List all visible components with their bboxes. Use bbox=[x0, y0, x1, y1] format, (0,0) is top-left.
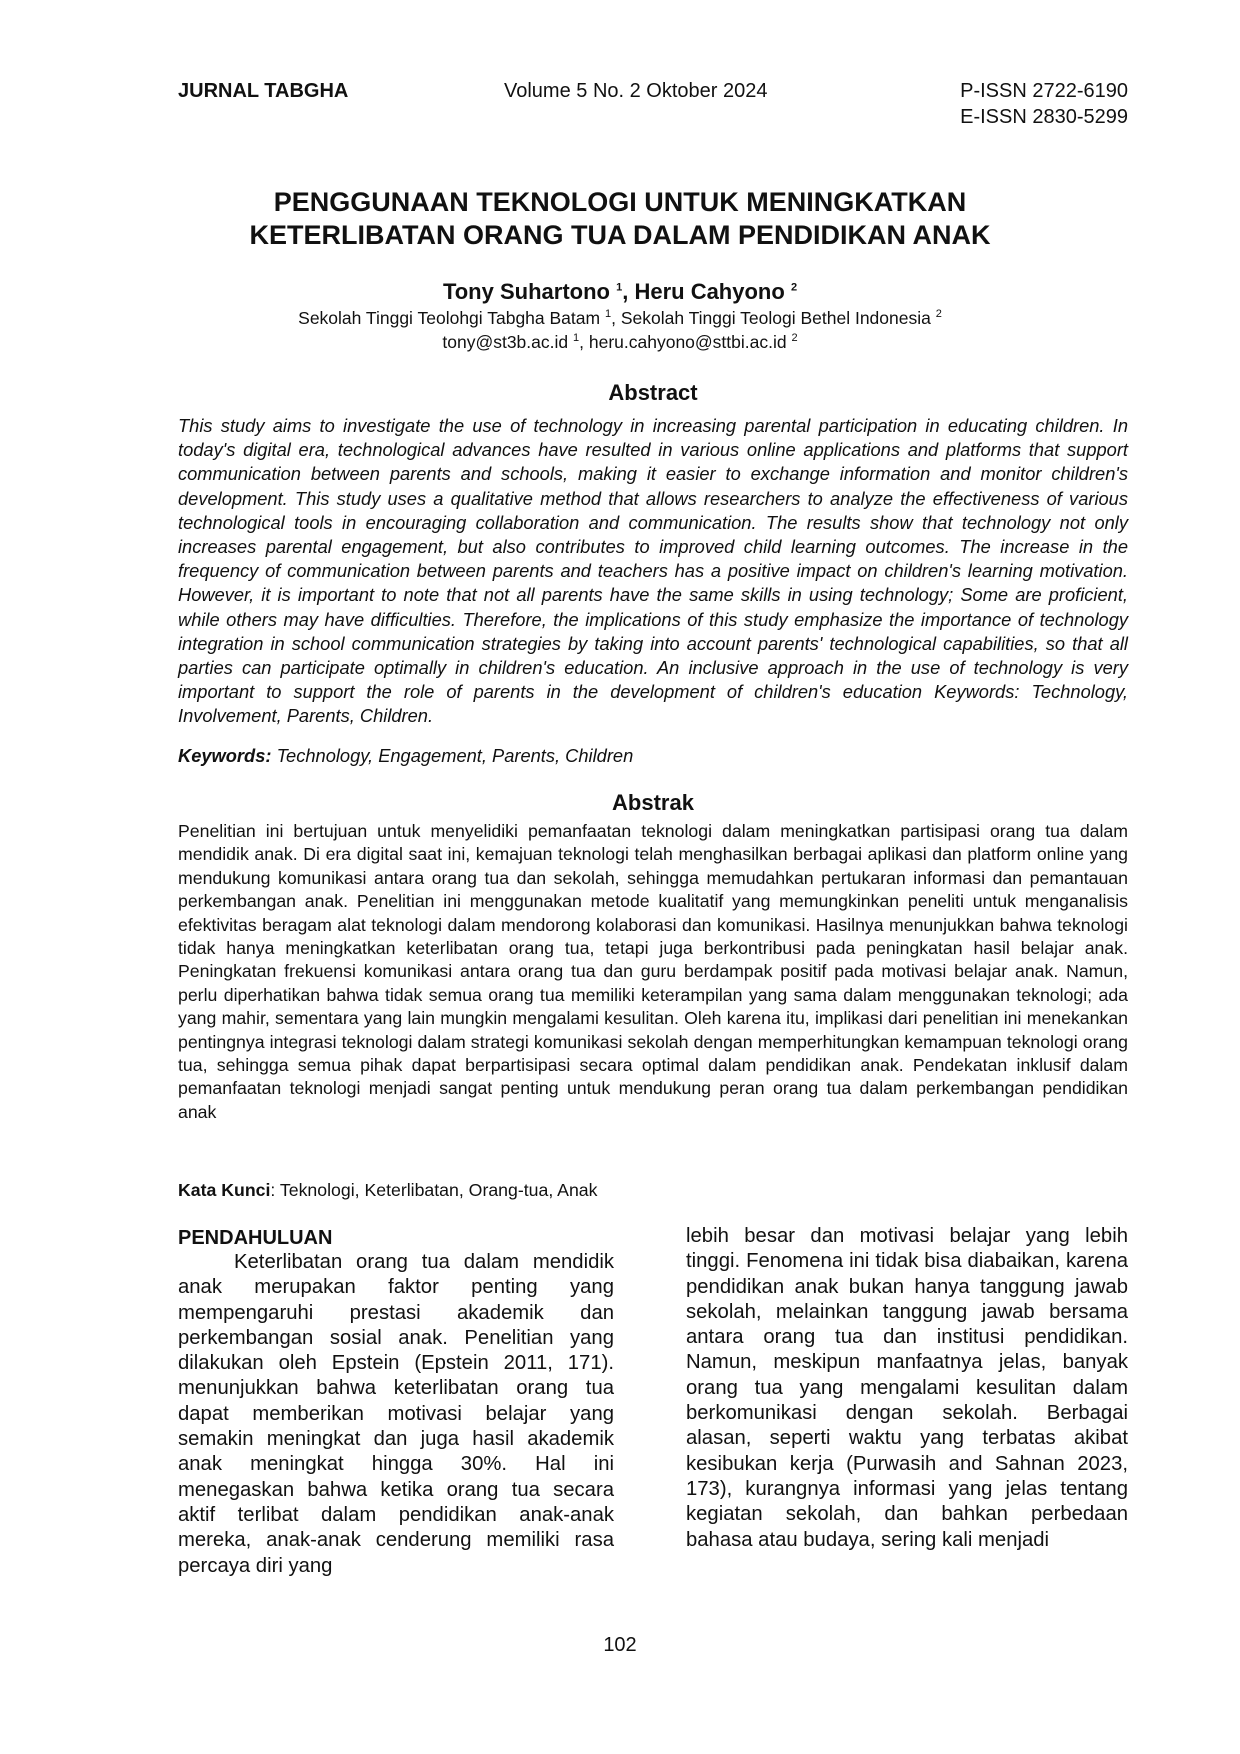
author-2-sup: 2 bbox=[790, 281, 798, 294]
p-issn: P-ISSN 2722-6190 bbox=[960, 80, 1128, 102]
page-number: 102 bbox=[603, 1634, 637, 1656]
abstract-heading: Abstract bbox=[608, 380, 698, 405]
email-1-sup: 1 bbox=[573, 332, 580, 345]
abstrak-heading: Abstrak bbox=[612, 790, 694, 815]
email-1: tony@st3b.ac.id bbox=[442, 332, 569, 352]
author-1: Tony Suhartono bbox=[442, 279, 610, 304]
affiliation-1-sup: 1 bbox=[604, 308, 612, 321]
kata-kunci-line bbox=[178, 1180, 598, 1201]
e-issn: E-ISSN 2830-5299 bbox=[960, 106, 1128, 128]
paper-title-line-2: KETERLIBATAN ORANG TUA DALAM PENDIDIKAN ANAK bbox=[249, 220, 991, 250]
section-heading-pendahuluan: PENDAHULUAN bbox=[178, 1227, 333, 1249]
journal-name: JURNAL TABGHA bbox=[178, 80, 349, 102]
issn-block bbox=[896, 78, 1128, 130]
email-2: heru.cahyono@sttbi.ac.id bbox=[588, 332, 787, 352]
paper-title-line-1: PENGGUNAAN TEKNOLOGI UNTUK MENINGKATKAN bbox=[273, 187, 967, 217]
keywords-label: Keywords: bbox=[178, 745, 272, 766]
paper-title bbox=[150, 186, 1090, 252]
affiliations bbox=[150, 306, 1090, 354]
abstrak-text: Penelitian ini bertujuan untuk menyelidiki pemanfaatan teknologi dalam meningkatkan partisipasi orang tua dalam mendidik anak. Di era digital saat ini, kemajuan teknologi telah menghasilkan berbagai aplikasi dan platform online yang mendukung komunikasi antara orang tua dan sekolah, sehingga memudahkan pertukaran informasi dan pemantauan perkembangan anak. Penelitian ini menggunakan metode kualitatif yang memungkinkan peneliti untuk menganalisis efektivitas beragam alat teknologi dalam mendorong kolaborasi dan komunikasi. Hasilnya menunjukkan bahwa teknologi tidak hanya meningkatkan keterlibatan orang tua, tetapi juga berkontribusi pada peningkatan hasil belajar anak. Peningkatan frekuensi komunikasi antara orang tua dan guru berdampak positif pada motivasi belajar anak. Namun, perlu diperhatikan bahwa tidak semua orang tua memiliki keterampilan yang sama dalam menggunakan teknologi; ada yang mahir, sementara yang lain mungkin mengalami kesulitan. Oleh karena itu, implikasi dari penelitian ini menekankan pentingnya integrasi teknologi dalam strategi komunikasi sekolah dengan memperhitungkan kemampuan teknologi orang tua, sehingga semua pihak dapat berpartisipasi secara optimal dalam pendidikan anak. Pendekatan inklusif dalam pemanfaatan teknologi menjadi sangat penting untuk mendukung peran orang tua dalam perkembangan pendidikan anak bbox=[178, 821, 1128, 1122]
author-list: Tony Suhartono $^1$, Heru Cahyono $^2$ bbox=[442, 279, 798, 304]
keywords-value: Technology, Engagement, Parents, Children bbox=[276, 745, 634, 766]
affiliation-1: Sekolah Tinggi Teolohgi Tabgha Batam bbox=[298, 308, 601, 328]
journal-volume: Volume 5 No. 2 Oktober 2024 bbox=[504, 80, 768, 102]
abstract-text: This study aims to investigate the use of technology in increasing parental participation in educating children. In today's digital era, technological advances have resulted in various online applications and platforms that support communication between parents and schools, making it easier to exchange information and monitor children's development. This study uses a qualitative method that allows researchers to analyze the effectiveness of various technological tools in encouraging collaboration and communication. The results show that technology not only increases parental engagement, but also contributes to improved child learning outcomes. The increase in the frequency of communication between parents and teachers has a positive impact on children's learning motivation. However, it is important to note that not all parents have the same skills in using technology; Some are proficient, while others may have difficulties. Therefore, the implications of this study emphasize the importance of technology integration in school communication strategies by taking into account parents' technological capabilities, so that all parties can participate optimally in children's education. An inclusive approach in the use of technology is very important to support the role of parents in the development of children's education Keywords: Technology, Involvement, Parents, Children. bbox=[178, 415, 1128, 727]
body-column-left bbox=[178, 1226, 614, 1579]
body-paragraph-right: lebih besar dan motivasi belajar yang lebih tinggi. Fenomena ini tidak bisa diabaikan, karena pendidikan anak bukan hanya tanggung jawab sekolah, melainkan tanggung jawab bersama antara orang tua dan institusi pendidikan. Namun, meskipun manfaatnya jelas, banyak orang tua yang mengalami kesulitan dalam berkomunikasi dengan sekolah. Berbagai alasan, seperti waktu yang terbatas akibat kesibukan kerja (Purwasih and Sahnan 2023, 173), kurangnya informasi yang jelas tentang kegiatan sekolah, dan bahkan perbedaan bahasa atau budaya, sering kali menjadi bbox=[686, 1225, 1128, 1551]
affiliation-2-sup: 2 bbox=[935, 308, 942, 321]
affiliation-2: Sekolah Tinggi Teologi Bethel Indonesia bbox=[620, 308, 931, 328]
body-paragraph-left: Keterlibatan orang tua dalam mendidik anak merupakan faktor penting yang mempengaruhi prestasi akademik dan perkembangan sosial anak. Penelitian yang dilakukan oleh Epstein (Epstein 2011, 171). menunjukkan bahwa keterlibatan orang tua dapat memberikan motivasi belajar yang semakin meningkat dan juga hasil akademik anak meningkat hingga 30%. Hal ini menegaskan bahwa ketika orang tua secara aktif terlibat dalam pendidikan anak-anak mereka, anak-anak cenderung memiliki rasa percaya diri yang bbox=[178, 1251, 614, 1577]
kata-kunci-value: : Teknologi, Keterlibatan, Orang-tua, Anak bbox=[270, 1180, 598, 1200]
email-line: tony@st3b.ac.id $^1$, heru.cahyono@sttbi.ac.id $^2$ bbox=[442, 332, 798, 352]
author-1-sup: 1 bbox=[616, 281, 623, 294]
kata-kunci-label: Kata Kunci bbox=[178, 1180, 271, 1200]
keywords-line bbox=[178, 744, 633, 768]
email-2-sup: 2 bbox=[791, 332, 798, 345]
affiliation-line: Sekolah Tinggi Teolohgi Tabgha Batam $^1$, Sekolah Tinggi Teologi Bethel Indonesia $^2$ bbox=[298, 308, 942, 328]
author-2: Heru Cahyono bbox=[634, 279, 785, 304]
body-column-right bbox=[686, 1224, 1128, 1553]
